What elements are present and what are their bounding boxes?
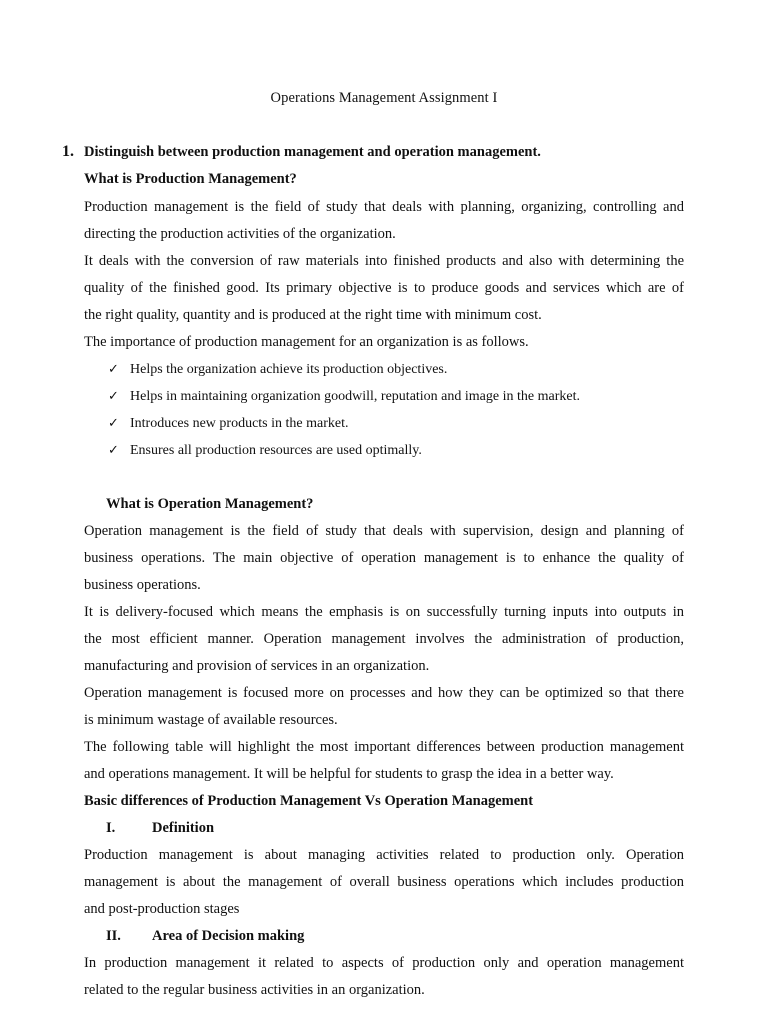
production-p2-line2: quality of the finished good. Its primary objective is to produce goods and services which are of — [84, 280, 684, 296]
list-item — [108, 410, 668, 437]
definition-line3: and post-production stages — [84, 901, 240, 917]
list-item — [108, 437, 668, 464]
differences-heading: Basic differences of Production Management Vs Operation Management — [84, 793, 534, 809]
section-title-decision-making: Area of Decision making — [152, 928, 305, 944]
operation-p3-line1: Operation management is focused more on processes and how they can be optimized so that there — [84, 685, 684, 701]
operation-p1-line3: business operations. — [84, 577, 201, 593]
question-heading: Distinguish between production management and operation management. — [84, 144, 541, 160]
operation-p4-line2: and operations management. It will be helpful for students to grasp the idea in a better way. — [84, 766, 614, 782]
list-item-text: Ensures all production resources are used optimally. — [130, 443, 422, 458]
operation-heading: What is Operation Management? — [106, 496, 314, 512]
operation-p2-line2: the most efficient manner. Operation management involves the administration of production, — [84, 631, 684, 647]
list-item — [108, 356, 668, 383]
definition-line1: Production management is about managing activities related to production only. Operation — [84, 847, 684, 863]
production-p2-line1: It deals with the conversion of raw materials into finished products and also with determining the — [84, 253, 684, 269]
checkmark-icon: ✓ — [108, 416, 119, 431]
decision-line2: related to the regular business activities in an organization. — [84, 982, 425, 998]
production-p1-line2: directing the production activities of the organization. — [84, 226, 396, 242]
decision-line1: In production management it related to aspects of production only and operation management — [84, 955, 684, 971]
production-p1-line1: Production management is the field of study that deals with planning, organizing, controlling and — [84, 199, 684, 215]
operation-p1-line1: Operation management is the field of study that deals with supervision, design and planning of — [84, 523, 684, 539]
checkmark-icon: ✓ — [108, 362, 119, 377]
list-item-text: Helps in maintaining organization goodwill, reputation and image in the market. — [130, 389, 580, 404]
production-heading: What is Production Management? — [84, 171, 297, 187]
operation-p2-line1: It is delivery-focused which means the emphasis is on successfully turning inputs into outputs in — [84, 604, 684, 620]
operation-p4-line1: The following table will highlight the most important differences between production management — [84, 739, 684, 755]
checkmark-icon: ✓ — [108, 443, 119, 458]
document-title: Operations Management Assignment I — [270, 90, 498, 106]
production-p2-line3: the right quality, quantity and is produced at the right time with minimum cost. — [84, 307, 542, 323]
list-item-text: Helps the organization achieve its production objectives. — [130, 362, 448, 377]
operation-p2-line3: manufacturing and provision of services in an organization. — [84, 658, 430, 674]
operation-p3-line2: is minimum wastage of available resources. — [84, 712, 338, 728]
question-number: 1. — [62, 143, 74, 160]
production-p3: The importance of production management for an organization is as follows. — [84, 334, 529, 350]
operation-p1-line2: business operations. The main objective of operation management is to enhance the quality of — [84, 550, 684, 566]
section-number: II. — [106, 928, 121, 944]
definition-line2: management is about the management of overall business operations which includes production — [84, 874, 684, 890]
list-item — [108, 383, 668, 410]
checkmark-icon: ✓ — [108, 389, 119, 404]
section-title-definition: Definition — [152, 820, 215, 836]
section-number: I. — [106, 820, 116, 836]
list-item-text: Introduces new products in the market. — [130, 416, 349, 431]
